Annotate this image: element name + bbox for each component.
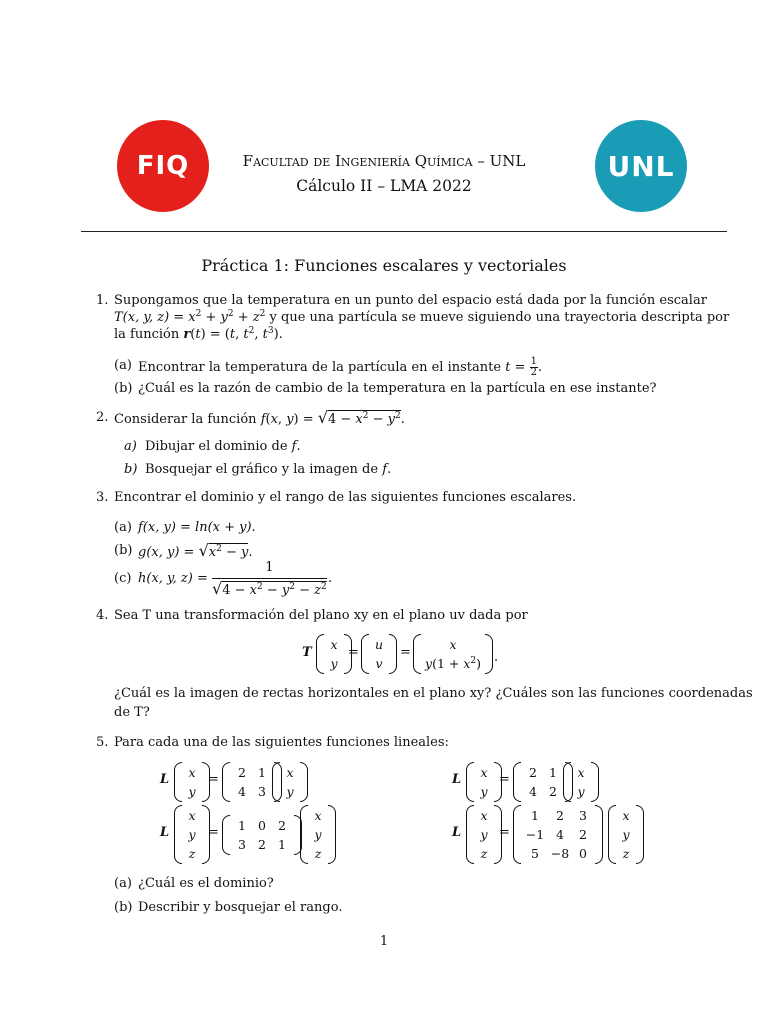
exercise-1-number: 1. [96,293,109,308]
exercise-2b-label-text: b) [124,462,138,477]
exercise-5-number: 5. [96,735,109,750]
page-title: Práctica 1: Funciones escalares y vectoriales [201,256,567,275]
exercise-2a-label [124,438,137,455]
exercise-5-intro: Para cada una de las siguientes funciones lineales: [114,735,449,750]
linear-map-3-matrix: 1 0 2 3 2 1 [222,815,302,855]
exercise-1-intro-line3-text: la función [114,327,180,342]
course-title: Cálculo II – LMA 2022 [296,177,472,195]
exercise-3c-label: (c) [114,571,132,586]
header-divider [81,231,727,232]
linear-map-2-vector: x y [563,762,599,802]
exercise-2b-text: Bosquejar el gráfico y la imagen de f. [145,462,392,477]
exercise-5a-label: (a) [114,876,132,891]
fiq-logo-text: FIQ [136,151,190,181]
exercise-2a-label-text: a) [124,439,137,454]
page-number: 1 [379,934,389,949]
exercise-1-intro-line3: la función r(t) = (t, $t^2$, $t^3$). [114,326,283,342]
exercise-1b-text: ¿Cuál es la razón de cambio de la temperatura en la partícula en ese instante? [138,381,657,396]
linear-map-1-input: x y [174,762,210,802]
exercise-5b-text: Describir y bosquejar el rango. [138,900,343,915]
exercise-2a-text: Dibujar el dominio de f. [145,439,301,454]
exercise-3c-text-body: h(x, y, z) = [138,571,208,586]
t-output-expression-vector: x $y(1 + x^2)$ [413,634,493,674]
exercise-4-question-line1: ¿Cuál es la imagen de rectas horizontales en el plano xy? ¿Cuáles son las funciones coordenadas [114,686,753,701]
institution-name: Facultad de Ingeniería Química – UNL [242,152,526,170]
fiq-logo [117,120,209,212]
exercise-1a-label: (a) [114,358,132,373]
exercise-3-number: 3. [96,490,109,505]
exercise-1-intro-line2: T(x, y, $z) = x^2 + y^2 + z^2$ y que una partícula se mueve siguiendo una trayectoria descripta por [114,309,730,325]
exercise-3c-fraction: 1 $√4 - x^2 - y^2 - z^2$ [212,560,327,598]
exercise-3b-text-body: g(x, y) = [138,545,195,560]
exercise-1-intro-line2-tail: y que una partícula se mueve siguiendo una trayectoria descripta por [265,310,730,325]
exercise-2-intro-text: Considerar la función [114,412,257,427]
exercise-4-intro: Sea T una transformación del plano xy en el plano uv dada por [114,608,528,623]
exercise-5b-label: (b) [114,900,133,915]
linear-map-3-input: x y z [174,805,210,864]
exercise-5a-text: ¿Cuál es el dominio? [138,876,274,891]
exercise-2b-label [124,461,137,478]
linear-map-2-matrix: 2 1 4 2 [513,762,573,802]
exercise-1-intro-line1: Supongamos que la temperatura en un punto del espacio está dada por la función escalar [114,293,707,308]
exercise-3b-text: g(x, $y) = √x^2 - y$. [138,541,253,560]
exercise-1b-label: (b) [114,381,133,396]
linear-map-1-matrix: 2 1 4 3 [222,762,282,802]
unl-logo [595,120,687,212]
exercise-1a-text-body: Encontrar la temperatura de la partícula en el instante [138,360,502,375]
exercise-2-number: 2. [96,410,109,425]
exercise-3-intro: Encontrar el dominio y el rango de las siguientes funciones escalares. [114,490,577,505]
t-output-uv-vector: u v [361,634,397,674]
linear-map-3-vector: x y z [300,805,336,864]
exercise-3a-label: (a) [114,520,132,535]
t-input-vector: x y [316,634,352,674]
exercise-3b-label: (b) [114,543,133,558]
linear-map-4-matrix: 1 2 3 −1 4 2 5 −8 0 [513,805,603,864]
unl-logo-text: UNL [607,149,675,183]
exercise-3a-text: f(x, y) = ln(x + y). [138,520,256,535]
linear-map-1-vector: x y [272,762,308,802]
exercise-4-number: 4. [96,608,109,623]
exercise-2b-text-body: Bosquejar el gráfico y la imagen de [145,462,379,477]
linear-map-4-vector: x y z [608,805,644,864]
exercise-2-intro: Considerar la función f(x, $y) = √4 - x^2 - y^2$. [114,408,405,427]
exercise-2a-text-body: Dibujar el dominio de [145,439,288,454]
exercise-1a-text: Encontrar la temperatura de la partícula en el instante t = $\frac{1}{2}$ . [138,356,543,378]
exercise-3c-text [138,570,208,587]
exercise-4-question-line2: de T? [114,705,150,720]
linear-map-4-input: x y z [466,805,502,864]
linear-map-2-input: x y [466,762,502,802]
temperature-function-lhs: T(x, y, z) = x [114,310,196,325]
